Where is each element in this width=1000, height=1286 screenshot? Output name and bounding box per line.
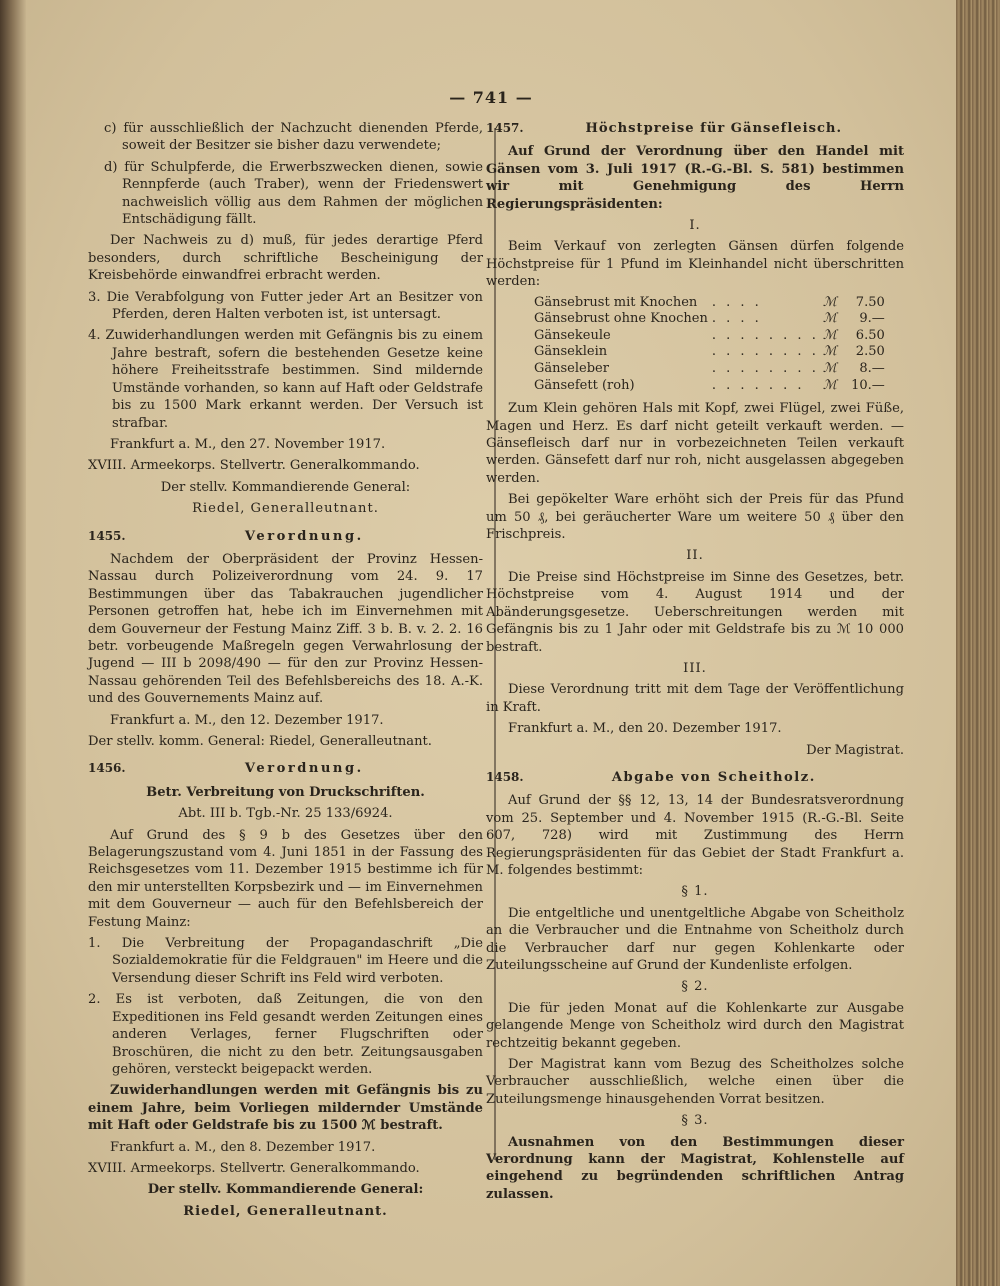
section-header-1457 [486, 120, 904, 137]
currency-symbol: ℳ [822, 344, 837, 360]
item-1: 1. Die Verbreitung der Propagandaschrift „Die Sozialdemokratie für die Feldgrauen" im Heere und die Versendung dieser Schrift ins Feld wird verboten. [88, 936, 483, 986]
section-title: Abgabe von Scheitholz. [611, 769, 816, 785]
general-title: Der stellv. Kommandierende General: [160, 479, 411, 495]
paragraph-s1: Die entgeltliche und unentgeltliche Abgabe von Scheitholz an die Verbraucher und die Entnahme von Scheitholz durch die Verbraucher darf nur gegen Kohlenkarte oder Zuteilungsscheine auf Grund der Kundenliste erfolgen. [486, 905, 904, 973]
signature-magistrat: Der Magistrat. [806, 742, 904, 758]
corps-line: XVIII. Armeekorps. Stellvertr. Generalkommando. [88, 458, 420, 474]
section-roman-3: III. [683, 660, 707, 676]
leader-dots: . . . . . . . . [711, 344, 819, 360]
price-row [532, 361, 887, 378]
price-value: 9.— [859, 311, 885, 327]
section-header-1455 [88, 528, 483, 545]
paragraph-nachweis: Der Nachweis zu d) muß, für jedes derartige Pferd besonders, durch schriftliche Bescheinigung der Kreisbehörde einwandfrei erbracht werden. [88, 233, 483, 284]
paragraph-1455: Nachdem der Oberpräsident der Provinz Hessen-Nassau durch Polizeiverordnung vom 24. 9. 17 Bestimmungen über das Tabakrauchen jugendlicher Personen getroffen hat, hebe ich im Einvernehmen mit dem Gouverneur der Festung Mainz Ziff. 3 b. B. v. 2. 2. 16 betr. vorbeugende Maßregeln gegen Verwahrlosung der Jugend — III b 2098/490 — für den zur Provinz Hessen-Nassau gehörenden Teil des Befehlsbereichs des 18. A.-K. und des Gouvernements Mainz auf. [88, 551, 483, 707]
section-number: 1456. [88, 761, 126, 776]
date-line: Frankfurt a. M., den 12. Dezember 1917. [110, 712, 384, 728]
reference-line: Abt. III b. Tgb.-Nr. 25 133/6924. [178, 806, 393, 822]
left-column [88, 120, 483, 1224]
signature-line: Der stellv. komm. General: Riedel, Generalleutnant. [88, 734, 432, 749]
price-table [532, 295, 887, 395]
section-title: Verordnung. [244, 761, 364, 777]
paragraph-prices-intro: Beim Verkauf von zerlegten Gänsen dürfen folgende Höchstpreise für 1 Pfund im Kleinhandel nicht überschritten werden: [486, 239, 904, 290]
leader-dots: . . . . [711, 294, 762, 310]
price-row [532, 344, 887, 361]
currency-symbol: ℳ [822, 327, 837, 343]
intro-1458: Auf Grund der §§ 12, 13, 14 der Bundesratsverordnung vom 25. September und 4. November 1915 (R.-G.-Bl. Seite 607, 728) wird mit Zustimmung des Herrn Regierungspräsidenten für das Gebiet der Stadt Frankfurt a. M. folgendes bestimmt: [486, 793, 904, 878]
section-number: 1455. [88, 528, 126, 543]
paragraph-mark-2: § 2. [681, 979, 709, 995]
price-value: 7.50 [855, 294, 885, 310]
price-value: 10.— [851, 377, 885, 393]
corps-line: XVIII. Armeekorps. Stellvertr. Generalkommando. [88, 1160, 420, 1176]
intro-1457: Auf Grund der Verordnung über den Handel mit Gänsen vom 3. Juli 1917 (R.-G.-Bl. S. 581) bestimmen wir mit Genehmigung des Herrn Regierungspräsidenten: [486, 144, 904, 212]
paragraph-s2a: Die für jeden Monat auf die Kohlenkarte zur Ausgabe gelangende Menge von Scheitholz wird durch den Magistrat rechtzeitig bekannt gegeben. [486, 1000, 904, 1051]
price-item: Gänseleber [534, 361, 609, 377]
price-item: Gänsebrust ohne Knochen [534, 311, 708, 327]
paragraph-mark-1: § 1. [681, 884, 709, 900]
section-number: 1458. [486, 769, 524, 784]
leader-dots: . . . . . . . . [711, 327, 819, 343]
currency-symbol: ℳ [822, 377, 837, 393]
section-number: 1457. [486, 121, 524, 135]
paragraph-d: d) für Schulpferde, die Erwerbszwecken dienen, sowie Rennpferde (auch Traber), wenn der Friedenswert nachweislich völlig aus dem Rahmen der möglichen Entschädigung fällt. [104, 159, 483, 228]
general-signature: Riedel, Generalleutnant. [183, 1203, 388, 1219]
currency-symbol: ℳ [822, 361, 837, 377]
price-row [532, 295, 887, 312]
price-item: Gänseklein [534, 344, 608, 360]
price-row [532, 328, 887, 345]
price-item: Gänsebrust mit Knochen [534, 294, 698, 310]
general-title: Der stellv. Kommandierende General: [147, 1182, 424, 1198]
item-4: 4. Zuwiderhandlungen werden mit Gefängnis bis zu einem Jahre bestraft, sofern die bestehenden Gesetze keine höhere Freiheitsstrafe bestimmen. Sind mildernde Umstände vorhanden, so kann auf Haft oder Geldstrafe bis zu 1500 Mark erkannt werden. Der Versuch ist strafbar. [88, 328, 483, 431]
paragraph-hoechstpreise: Die Preise sind Höchstpreise im Sinne des Gesetzes, betr. Höchstpreise vom 4. August 1914 und der Abänderungsgesetze. Ueberschreitungen werden mit Gefängnis bis zu 1 Jahr oder mit Geldstrafe bis zu ℳ 10 000 bestraft. [486, 569, 904, 655]
price-value: 8.— [859, 361, 885, 377]
document-page [26, 0, 956, 1286]
paragraph-mark-3: § 3. [681, 1113, 709, 1129]
paragraph-klein: Zum Klein gehören Hals mit Kopf, zwei Flügel, zwei Füße, Magen und Herz. Es darf nicht geteilt verkauft werden. — Gänsefleisch darf nur in vorbezeichneten Teilen verkauft werden. Gänsefett darf nur roh, nicht ausgelassen abgegeben werden. [486, 401, 904, 486]
paragraph-s3: Ausnahmen von den Bestimmungen dieser Verordnung kann der Magistrat, Kohlenstelle auf eingehend zu begründenden schriftlichen Antrag zulassen. [486, 1134, 904, 1202]
date-line: Frankfurt a. M., den 20. Dezember 1917. [508, 721, 782, 737]
book-binding-shadow [0, 0, 26, 1286]
general-signature: Riedel, Generalleutnant. [192, 501, 379, 517]
price-row [532, 378, 887, 395]
currency-symbol: ℳ [822, 294, 837, 310]
price-value: 6.50 [855, 327, 885, 343]
item-2: 2. Es ist verboten, daß Zeitungen, die von den Expeditionen ins Feld gesandt werden Zeitungen eines anderen Verlages, ferner Flugschriften oder Broschüren, die nicht zu den betr. Zeitungsausgaben gehören, versteckt beigepackt werden. [88, 992, 483, 1077]
section-header-1458 [486, 769, 904, 786]
leader-dots: . . . . . . . [711, 377, 805, 393]
date-line: Frankfurt a. M., den 8. Dezember 1917. [110, 1139, 376, 1155]
section-title: Verordnung. [244, 528, 364, 544]
date-line: Frankfurt a. M., den 27. November 1917. [110, 436, 386, 452]
leader-dots: . . . . . . . . [711, 361, 819, 377]
penalty-1456: Zuwiderhandlungen werden mit Gefängnis bis zu einem Jahre, beim Vorliegen mildernder Umstände mit Haft oder Geldstrafe bis zu 1500 ℳ bestraft. [88, 1083, 483, 1134]
leader-dots: . . . . [711, 311, 762, 327]
section-roman-1: I. [689, 218, 701, 234]
section-title: Höchstpreise für Gänsefleisch. [585, 121, 843, 136]
right-column [486, 120, 904, 1207]
paragraph-inkrafttreten: Diese Verordnung tritt mit dem Tage der Veröffentlichung in Kraft. [486, 682, 904, 715]
paragraph-gepoekelt: Bei gepökelter Ware erhöht sich der Preis für das Pfund um 50 ₰, bei geräucherter Ware um weitere 50 ₰ über den Frischpreis. [486, 492, 904, 543]
page-number: — 741 — [449, 88, 533, 107]
item-3: 3. Die Verabfolgung von Futter jeder Art an Besitzer von Pferden, deren Halten verboten ist, ist untersagt. [88, 289, 483, 323]
section-header-1456 [88, 760, 483, 777]
paragraph-c: c) für ausschließlich der Nachzucht dienenden Pferde, soweit der Besitzer sie bisher dazu verwendete; [104, 121, 483, 154]
price-item: Gänsefett (roh) [534, 377, 635, 393]
price-row [532, 311, 887, 328]
paragraph-s2b: Der Magistrat kann vom Bezug des Scheitholzes solche Verbraucher ausschließlich, welche einen über die Zuteilungsmenge hinausgehenden Vorrat besitzen. [486, 1057, 904, 1107]
intro-1456: Auf Grund des § 9 b des Gesetzes über den Belagerungszustand vom 4. Juni 1851 in der Fassung des Reichsgesetzes vom 11. Dezember 1915 bestimme ich für den mir unterstellten Korpsbezirk und — im Einvernehmen mit dem Gouverneur — auch für den Befehlsbereich der Festung Mainz: [88, 827, 483, 930]
section-roman-2: II. [686, 548, 704, 564]
subject-line: Betr. Verbreitung von Druckschriften. [146, 784, 425, 800]
price-value: 2.50 [855, 344, 885, 360]
book-spine-edge [956, 0, 1000, 1286]
price-item: Gänsekeule [534, 327, 611, 343]
currency-symbol: ℳ [822, 311, 837, 327]
